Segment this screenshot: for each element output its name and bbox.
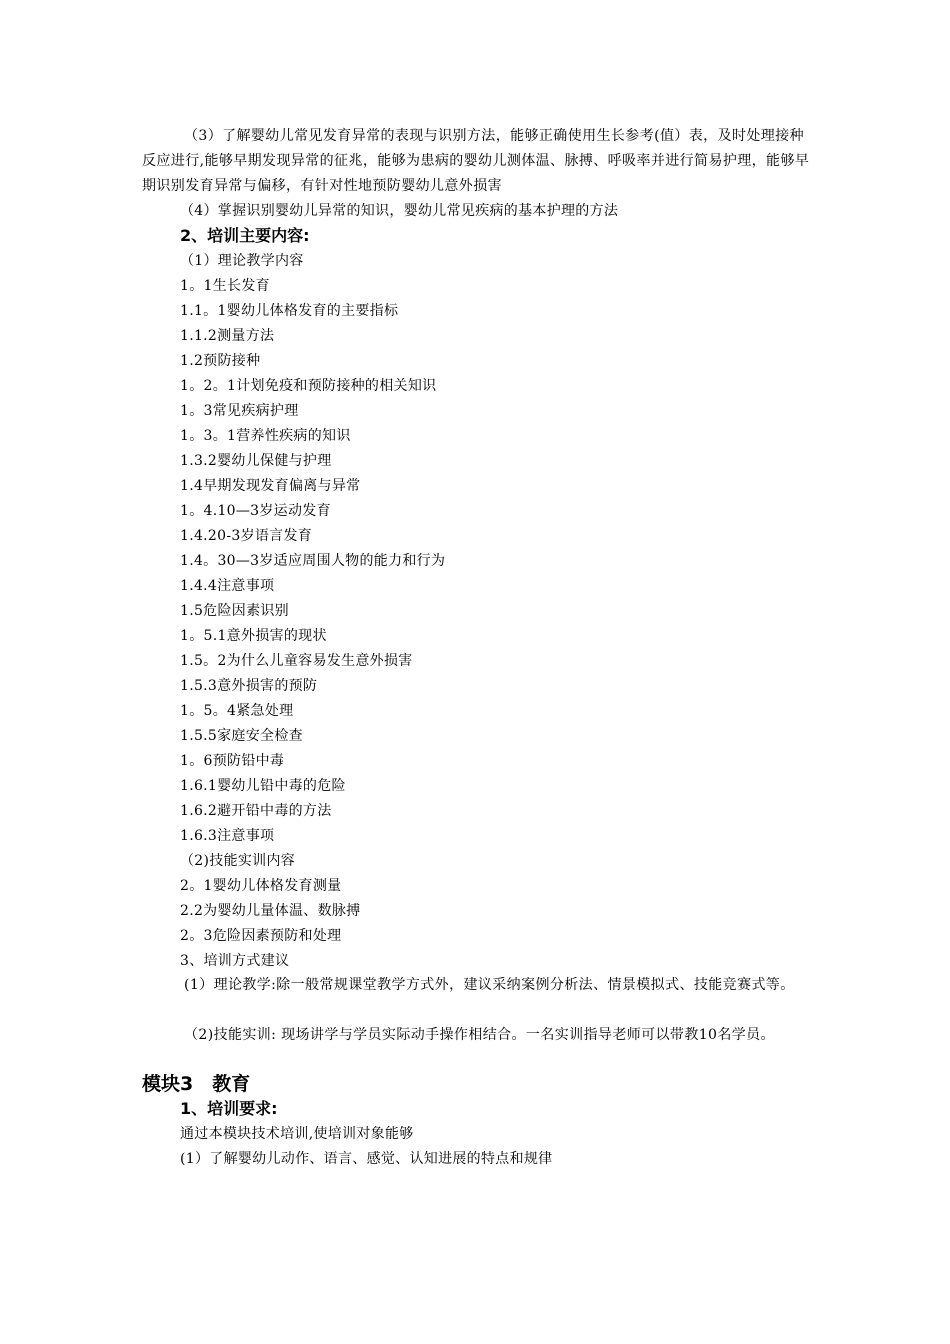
- intro-paragraph: [142, 124, 810, 199]
- list-item: 1.4。30—3岁适应周围人物的能力和行为: [180, 553, 446, 569]
- list-item: 1。2。1计划免疫和预防接种的相关知识: [180, 378, 437, 394]
- list-item: 2.2为婴幼儿量体温、数脉搏: [180, 903, 361, 919]
- list-item: 2。3危险因素预防和处理: [180, 928, 342, 944]
- section-2-heading: 2、培训主要内容:: [180, 226, 310, 245]
- list-item: 1.1。1婴幼儿体格发育的主要指标: [180, 303, 399, 319]
- list-item: 1.5。2为什么儿童容易发生意外损害: [180, 653, 413, 669]
- list-item: 1.1.2测量方法: [180, 328, 275, 344]
- list-item: 1.6.2避开铅中毒的方法: [180, 803, 332, 819]
- list-item: 1。4.10—3岁运动发育: [180, 503, 331, 519]
- list-item: 3、培训方式建议: [180, 953, 290, 969]
- module-3-intro: 通过本模块技术培训,使培训对象能够: [180, 1126, 414, 1142]
- method-theory-text: (1）理论教学:除一般常规课堂教学方式外，建议采纳案例分析法、情景模拟式、技能竞赛式等。: [184, 977, 795, 993]
- list-item: 1.4早期发现发育偏离与异常: [180, 478, 361, 494]
- item-4: （4）掌握识别婴幼儿异常的知识，婴幼儿常见疾病的基本护理的方法: [180, 203, 619, 219]
- list-item: 1.4.4注意事项: [180, 578, 275, 594]
- list-item: 1.4.20-3岁语言发育: [180, 528, 313, 544]
- method-theory-paragraph: [142, 973, 810, 998]
- list-item: （2)技能实训内容: [180, 853, 296, 869]
- list-item: 1.2预防接种: [180, 353, 261, 369]
- list-item: 1。3常见疾病护理: [180, 403, 299, 419]
- list-item: 1.6.1婴幼儿铅中毒的危险: [180, 778, 346, 794]
- list-item: 1.3.2婴幼儿保健与护理: [180, 453, 332, 469]
- module-3-heading: 模块3 教育: [142, 1073, 251, 1095]
- list-item: 1。5。4紧急处理: [180, 703, 294, 719]
- module-3-item-1: (1）了解婴幼儿动作、语言、感觉、认知进展的特点和规律: [180, 1151, 553, 1167]
- list-item: （1）理论教学内容: [180, 253, 304, 269]
- list-item: 1.5危险因素识别: [180, 603, 289, 619]
- list-item: 1。1生长发育: [180, 278, 270, 294]
- list-item: 1.6.3注意事项: [180, 828, 275, 844]
- intro-paragraph-text: （3）了解婴幼儿常见发育异常的表现与识别方法，能够正确使用生长参考(值）表，及时处理接种反应进行,能够早期发现异常的征兆，能够为患病的婴幼儿测体温、脉搏、呼吸率并进行简易护理，能够早期识别发育异常与偏移，有针对性地预防婴幼儿意外损害: [142, 128, 810, 194]
- list-item: 1。5.1意外损害的现状: [180, 628, 327, 644]
- list-item: 1.5.3意外损害的预防: [180, 678, 318, 694]
- module-3-requirements-heading: 1、培训要求:: [180, 1099, 278, 1118]
- list-item: 1。6预防铅中毒: [180, 753, 285, 769]
- list-item: 1。3。1营养性疾病的知识: [180, 428, 351, 444]
- method-practice-paragraph: [142, 1023, 810, 1048]
- method-practice-text: （2)技能实训: 现场讲学与学员实际动手操作相结合。一名实训指导老师可以带教10名学员。: [184, 1027, 775, 1043]
- list-item: 1.5.5家庭安全检查: [180, 728, 303, 744]
- list-item: 2。1婴幼儿体格发育测量: [180, 878, 342, 894]
